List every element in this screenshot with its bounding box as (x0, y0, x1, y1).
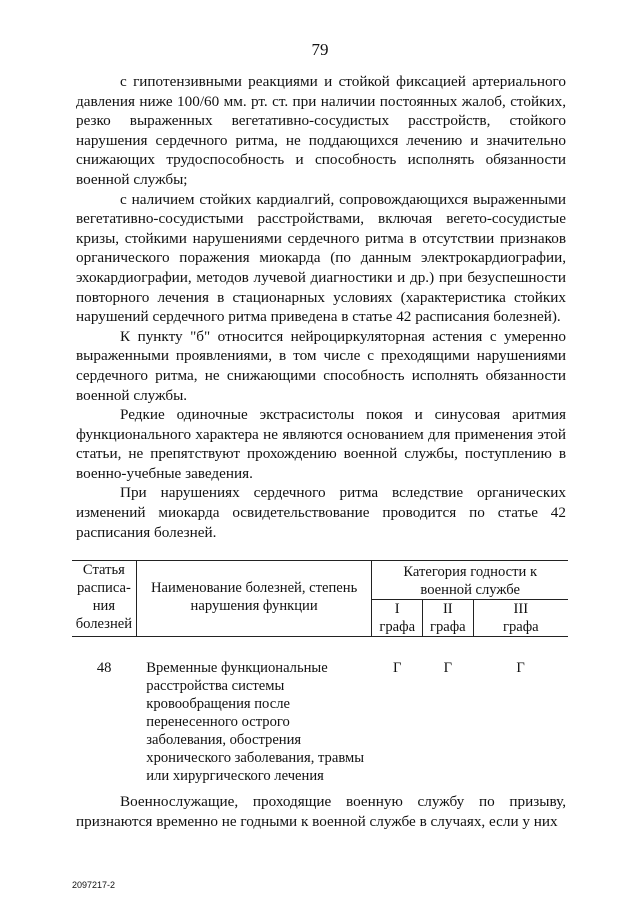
closing-paragraph: Военнослужащие, проходящие военную службу по призыву, признаются временно не годными к военной службе в случаях, если у них (76, 793, 566, 830)
grafa-label: графа (429, 619, 466, 635)
disease-name-line: хронического заболевания, травмы (146, 750, 365, 766)
grafa-number: I (394, 601, 400, 617)
header-grafa-2 (423, 600, 474, 637)
grafa-label: графа (379, 619, 416, 635)
header-grafa-3 (473, 600, 568, 637)
paragraph-hypotensive: с гипотензивными реакциями и стойкой фиксацией артериального давления ниже 100/60 мм. рт. ст. при наличии постоянных жалоб, стойких, резко выраженных вегетативно-сосудистых расстройств, стойкого нарушения сердечного ритма, не поддающихся лечению и значительно снижающих трудоспособность и способность исполнять обязанности военной службы; (76, 73, 566, 188)
article-number: 48 (96, 660, 112, 676)
header-category (372, 561, 568, 600)
header-article-line: расписа- (76, 580, 131, 596)
grafa-1-value: Г (393, 660, 402, 676)
disease-name-line: кровообращения после (146, 696, 290, 712)
paragraph-organic-changes: При нарушениях сердечного ритма вследствие органических изменений миокарда освидетельствование проводится по статье 42 расписания болезней. (76, 484, 566, 541)
grafa-number: II (442, 601, 453, 617)
disease-name-line: Временные функциональные (146, 660, 328, 676)
header-disease-name (136, 561, 372, 637)
disease-name-line: или хирургического лечения (146, 768, 324, 784)
header-article (72, 561, 136, 637)
paragraph-cardialgia: с наличием стойких кардиалгий, сопровождающихся выраженными вегетативно-сосудистыми расстройствами, включая вегето-сосудистые кризы, стойкими нарушениями сердечного ритма в отсутствии признаков органического поражения миокарда (по данным электрокардиографии, эхокардиографии, методов лучевой диагностики и др.) при безуспешности повторного лечения в стационарных условиях (характеристика стойких нарушений сердечного ритма приведена в статье 42 расписания болезней). (76, 190, 566, 326)
paragraph-point-b: К пункту "б" относится нейроциркуляторная астения с умеренно выраженными проявлениями, в том числе с преходящими нарушениями сердечного ритма, не снижающими способность исполнять обязанности военной службы. (76, 327, 566, 404)
header-grafa-1 (372, 600, 423, 637)
closing-text (76, 792, 566, 831)
header-article-line: Статья (82, 562, 125, 578)
header-category-line: военной службе (420, 582, 520, 598)
disease-name (136, 637, 372, 786)
grafa-2-value: Г (443, 660, 453, 676)
page-number: 79 (311, 40, 329, 59)
disease-table (72, 560, 568, 785)
header-article-line: ния (92, 598, 116, 614)
disease-name-line: расстройства системы (146, 678, 285, 694)
header-name-line: Наименование болезней, степень (150, 580, 358, 596)
table-header-row (72, 561, 568, 600)
paragraph-extrasystoles: Редкие одиночные экстрасистолы покоя и синусовая аритмия функционального характера не являются основанием для применения этой статьи, не препятствуют прохождению военной службы, поступлению в военно-учебные заведения. (76, 406, 566, 482)
grafa-label: графа (502, 619, 539, 635)
document-code: 2097217-2 (72, 880, 116, 890)
header-name-line: нарушения функции (190, 598, 318, 614)
header-article-line: болезней (75, 616, 133, 632)
grafa-3-value: Г (516, 660, 525, 676)
grafa-number: III (513, 601, 529, 617)
header-category-line: Категория годности к (403, 564, 538, 580)
table-row (72, 637, 568, 786)
disease-name-line: перенесенного острого (146, 714, 290, 730)
disease-name-line: заболевания, обострения (146, 732, 302, 748)
body-text (76, 72, 566, 542)
